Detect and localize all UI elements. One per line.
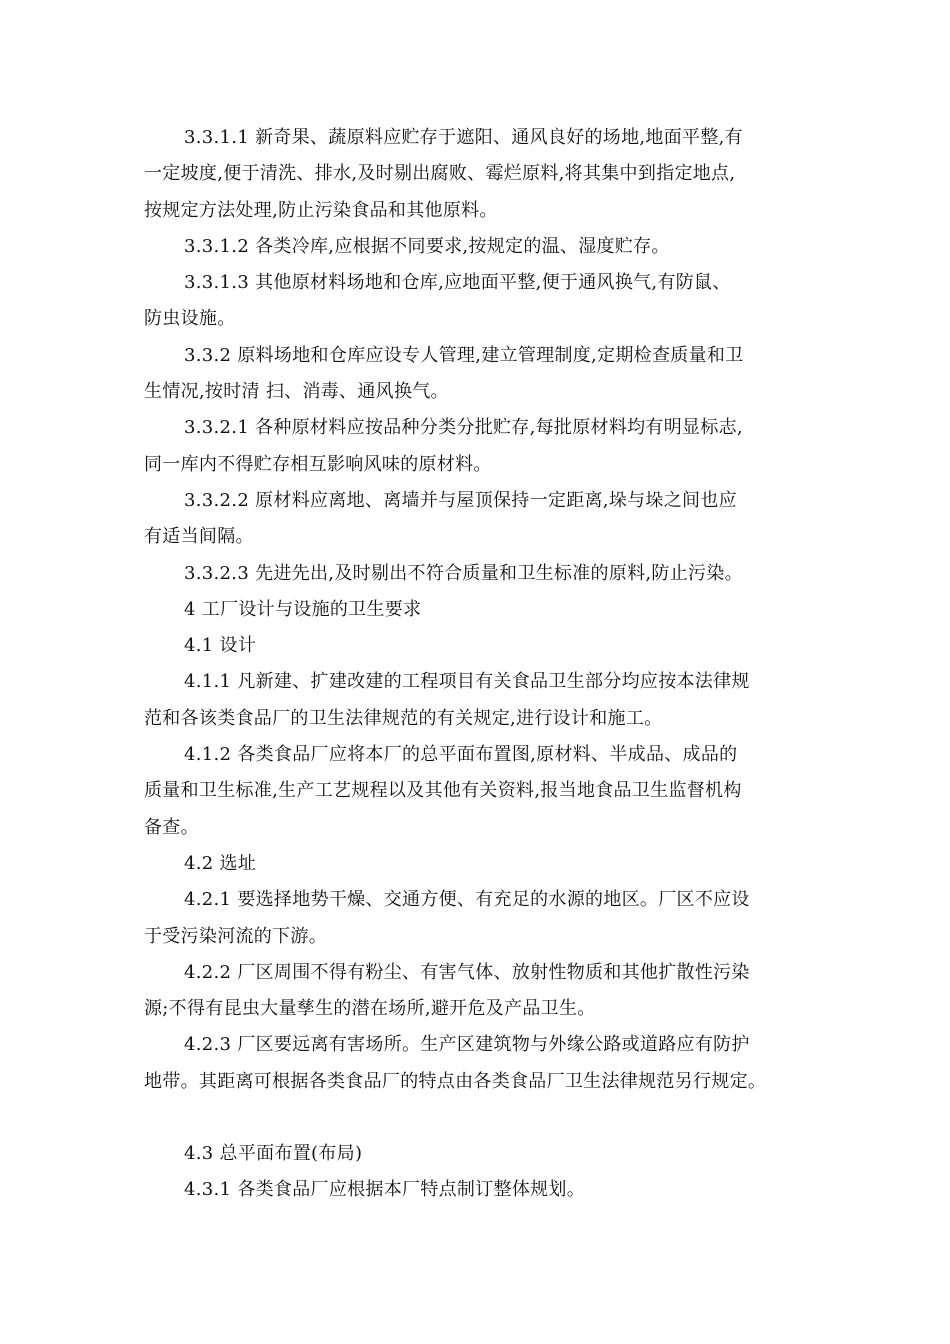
text-line: 生情况,按时清 扫、消毒、通风换气。 [144,381,449,403]
text-line: 4.2.1 要选择地势干燥、交通方便、有充足的水源的地区。厂区不应设 [184,889,750,911]
text-line: 按规定方法处理,防止污染食品和其他原料。 [144,199,498,221]
text-line: 防虫设施。 [144,308,236,330]
text-line: 于受污染河流的下游。 [144,925,327,947]
text-line: 3.3.1.3 其他原材料场地和仓库,应地面平整,便于通风换气,有防鼠、 [184,272,731,294]
paragraph [144,338,814,411]
text-line: 4.2.2 厂区周围不得有粉尘、有害气体、放射性物质和其他扩散性污染 [184,961,750,983]
paragraph [144,1027,814,1100]
text-line: 3.3.2.2 原材料应离地、离墙并与屋顶保持一定距离,垛与垛之间也应 [184,489,737,511]
paragraph [144,556,814,592]
paragraph [144,120,814,229]
text-line: 同一库内不得贮存相互影响风味的原材料。 [144,453,492,475]
text-line: 3.3.2 原料场地和仓库应设专人管理,建立管理制度,定期检查质量和卫 [184,344,744,366]
section-heading [144,846,814,882]
text-line: 源;不得有昆虫大量孳生的潜在场所,避开危及产品卫生。 [144,998,596,1020]
paragraph [144,664,814,737]
text-line: 3.3.2.3 先进先出,及时剔出不符合质量和卫生标准的原料,防止污染。 [184,562,743,584]
text-line: 备查。 [144,816,199,838]
text-line: 4.2.3 厂区要远离有害场所。生产区建筑物与外缘公路或道路应有防护 [184,1034,750,1056]
text-line: 4.3 总平面布置(布局) [184,1143,363,1165]
text-line: 4.2 选址 [184,852,257,874]
text-line: 4.1.2 各类食品厂应将本厂的总平面布置图,原材料、半成品、成品的 [184,744,738,766]
text-line: 4.3.1 各类食品厂应根据本厂特点制订整体规划。 [184,1179,586,1201]
text-line: 3.3.2.1 各种原材料应按品种分类分批贮存,每批原材料均有明显标志, [184,417,743,439]
text-line: 3.3.1.2 各类冷库,应根据不同要求,按规定的温、湿度贮存。 [184,235,670,257]
blank-line [144,1100,814,1136]
text-line: 一定坡度,便于清洗、排水,及时剔出腐败、霉烂原料,将其集中到指定地点, [144,163,736,185]
paragraph [144,882,814,955]
paragraph [144,265,814,338]
paragraph [144,483,814,556]
text-line: 3.3.1.1 新奇果、蔬原料应贮存于遮阳、通风良好的场地,地面平整,有 [184,127,743,148]
text-line: 有适当间隔。 [144,526,254,548]
text-line: 质量和卫生标准,生产工艺规程以及其他有关资料,报当地食品卫生监督机构 [144,780,742,802]
text-line: 地带。其距离可根据各类食品厂的特点由各类食品厂卫生法律规范另行规定。 [144,1070,767,1092]
section-heading [144,1136,814,1172]
paragraph [144,737,814,846]
section-heading [144,592,814,628]
text-line: 4.1 设计 [184,635,257,657]
text-line: 4 工厂设计与设施的卫生要求 [184,598,422,620]
paragraph [144,229,814,265]
text-line: 范和各该类食品厂的卫生法律规范的有关规定,进行设计和施工。 [144,707,663,729]
text-line: 4.1.1 凡新建、扩建改建的工程项目有关食品卫生部分均应按本法律规 [184,671,750,693]
paragraph [144,410,814,483]
paragraph [144,1172,814,1208]
section-heading [144,628,814,664]
document-page [144,120,814,1209]
paragraph [144,955,814,1028]
